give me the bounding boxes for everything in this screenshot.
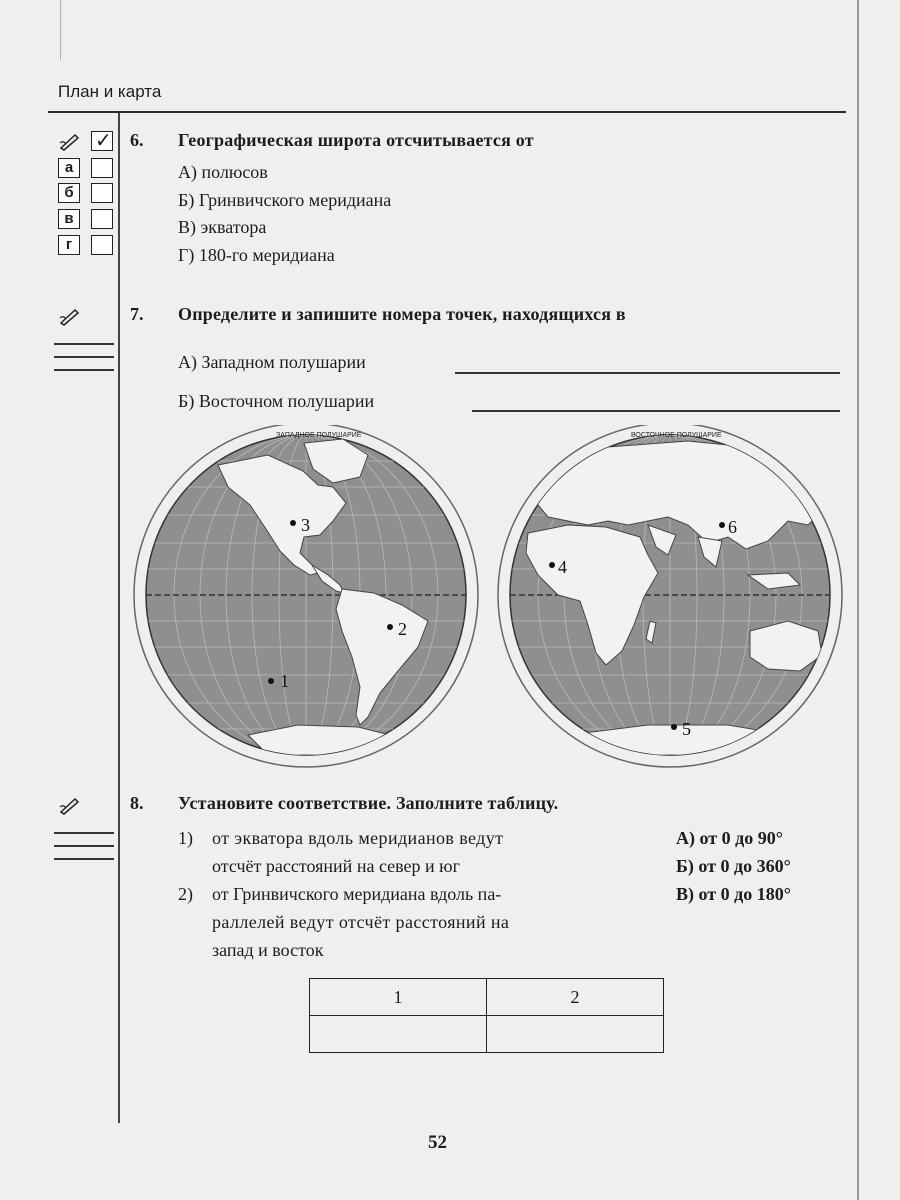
q8-answer-a: А) от 0 до 90° [676,828,783,848]
q8-item2-number: 2) [178,884,193,904]
letter-v: в [58,209,80,229]
q6-number: 6. [130,130,144,150]
pencil-icon [58,131,82,156]
answer-box-g[interactable] [91,235,113,255]
q6-text: Географическая широта отсчитывается от [178,130,534,150]
letter-b: б [58,183,80,203]
margin-line [54,369,114,371]
pencil-icon [58,795,82,820]
margin-line [54,343,114,345]
eastern-hemisphere [498,425,842,767]
pencil-icon [58,306,82,331]
point-2-marker [387,624,393,630]
table-answer-cell-2[interactable] [487,1016,664,1053]
header-rule [48,111,846,113]
bleed-through [150,1000,154,1017]
q7-option-b: Б) Восточном полушарии [178,391,375,411]
answer-line-west[interactable] [455,372,840,374]
hemispheres-map [128,425,850,770]
answer-box-a[interactable] [91,158,113,178]
point-6-marker [719,522,725,528]
q8-answer-b: Б) от 0 до 360° [676,856,791,876]
q8-item2-line3: запад и восток [212,940,324,960]
q6-option-g: Г) 180-го меридиана [178,245,335,265]
western-hemisphere [134,425,478,767]
letter-g: г [58,235,80,255]
table-header-2: 2 [487,979,664,1016]
letter-a: а [58,158,80,178]
q7-text: Определите и запишите номера точек, находящихся в [178,304,626,324]
q8-item2-line2: раллелей ведут отсчёт расстояний на [212,912,510,932]
table-answer-cell-1[interactable] [310,1016,487,1053]
west-map-label: ЗАПАДНОЕ ПОЛУШАРИЕ [276,432,362,439]
page-edge [857,0,859,1200]
point-5-marker [671,724,677,730]
q8-item2-line1: от Гринвичского меридиана вдоль па- [212,884,502,904]
q6-option-b: Б) Гринвичского меридиана [178,190,392,210]
q8-item1-number: 1) [178,828,193,848]
point-5-label: 5 [682,719,691,739]
point-3-marker [290,520,296,526]
q6-option-a: А) полюсов [178,162,268,182]
q8-answer-table [309,978,664,1053]
point-6-label: 6 [728,517,737,537]
q7-number: 7. [130,304,144,324]
point-1-marker [268,678,274,684]
q8-answer-v: В) от 0 до 180° [676,884,791,904]
answer-box-b[interactable] [91,183,113,203]
q8-number: 8. [130,793,144,813]
answer-box-v[interactable] [91,209,113,229]
margin-line [54,832,114,834]
page-number: 52 [428,1132,447,1153]
check-mark: ✓ [95,130,112,152]
page-fold [48,0,61,60]
q6-option-v: В) экватора [178,217,267,237]
margin-line [54,845,114,847]
chapter-title: План и карта [58,82,162,101]
q8-item1-line2: отсчёт расстояний на север и юг [212,856,460,876]
point-3-label: 3 [301,515,310,535]
point-4-marker [549,562,555,568]
q8-item1-line1: от экватора вдоль меридианов ведут [212,828,504,848]
east-map-label: ВОСТОЧНОЕ ПОЛУШАРИЕ [631,432,722,439]
margin-line [54,356,114,358]
q8-text: Установите соответствие. Заполните таблицу. [178,793,559,813]
margin-line [54,858,114,860]
margin-rule [118,113,120,1123]
point-1-label: 1 [280,671,289,691]
point-2-label: 2 [398,619,407,639]
table-header-1: 1 [310,979,487,1016]
q7-option-a: А) Западном полушарии [178,352,366,372]
point-4-label: 4 [558,557,567,577]
check-box[interactable] [91,131,113,151]
answer-line-east[interactable] [472,410,840,412]
